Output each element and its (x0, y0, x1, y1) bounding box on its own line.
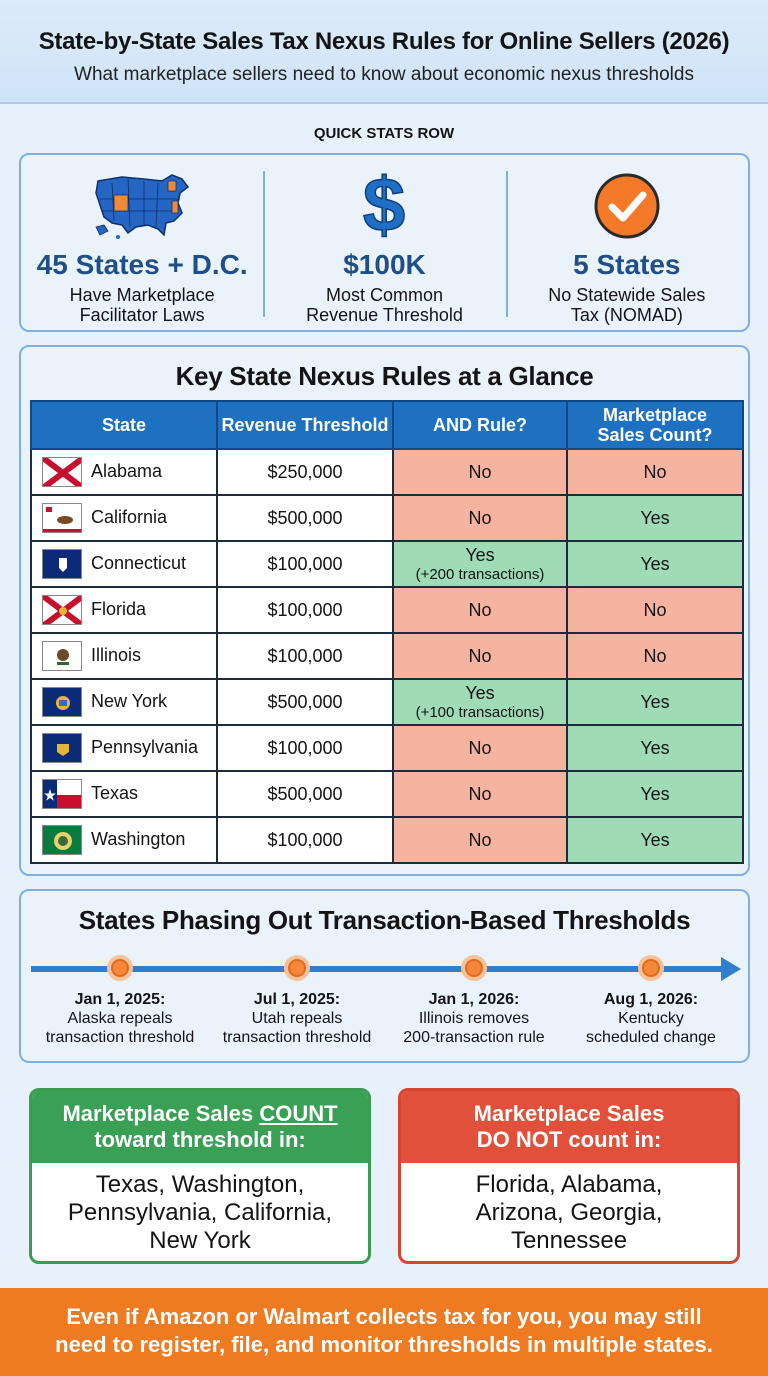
cell-and-rule (393, 725, 567, 771)
timeline-event (30, 955, 210, 1047)
state-name: New York (91, 690, 168, 711)
stat-value: $100K (343, 249, 426, 280)
and-rule-value: No (468, 507, 492, 528)
cell-marketplace: Yes (567, 725, 743, 771)
state-name: Texas (91, 782, 139, 803)
table-row (31, 633, 743, 679)
stat-desc-line: No Statewide Sales (548, 285, 706, 305)
cell-revenue: $100,000 (217, 633, 393, 679)
nexus-table (30, 400, 744, 864)
and-rule-value: No (468, 599, 492, 620)
cell-and-rule (393, 817, 567, 863)
cell-state (31, 495, 217, 541)
header (0, 0, 768, 104)
checkmark-circle-icon (592, 171, 662, 241)
cell-and-rule (393, 541, 567, 587)
page-subtitle: What marketplace sellers need to know about economic nexus thresholds (74, 64, 694, 85)
stat-description (21, 285, 263, 325)
cell-marketplace: Yes (567, 495, 743, 541)
not-count-box-line: Florida, Alabama, (475, 1171, 663, 1198)
cell-marketplace: No (567, 587, 743, 633)
table-row (31, 817, 743, 863)
timeline-dot-icon (461, 955, 487, 981)
state-name: Illinois (91, 644, 142, 665)
col-header-state: State (31, 401, 217, 449)
alabama-flag-icon (42, 457, 82, 487)
cell-revenue: $500,000 (217, 771, 393, 817)
cell-marketplace: Yes (567, 679, 743, 725)
timeline-date: Jan 1, 2026: (428, 991, 520, 1008)
not-count-box-head-line: DO NOT count in: (476, 1127, 662, 1152)
cell-marketplace: No (567, 633, 743, 679)
table-row (31, 587, 743, 633)
and-rule-note: (+200 transactions) (415, 566, 545, 583)
cell-state (31, 633, 217, 679)
cell-and-rule (393, 449, 567, 495)
col-header-and-rule: AND Rule? (393, 401, 567, 449)
nexus-table-title: Key State Nexus Rules at a Glance (175, 361, 594, 391)
connecticut-flag-icon (42, 549, 82, 579)
texas-flag-icon (42, 779, 82, 809)
count-box-head-line: toward threshold in: (94, 1127, 306, 1152)
cell-state (31, 541, 217, 587)
count-box-line: Pennsylvania, California, (67, 1199, 333, 1226)
cell-state (31, 771, 217, 817)
col-header-line: Sales Count? (597, 425, 713, 445)
page-title: State-by-State Sales Tax Nexus Rules for Online Sellers (2026) (38, 28, 730, 55)
cell-state (31, 679, 217, 725)
cell-revenue: $100,000 (217, 587, 393, 633)
table-header-row (31, 401, 743, 449)
col-header-line: Marketplace (602, 405, 708, 425)
stat-nomad-states (506, 155, 748, 330)
timeline-desc: transaction threshold (45, 1029, 195, 1046)
timeline-event (384, 955, 564, 1047)
timeline-event (207, 955, 387, 1047)
stat-description (263, 285, 505, 325)
cell-marketplace: Yes (567, 817, 743, 863)
quick-stats-label: QUICK STATS ROW (313, 125, 455, 142)
timeline-desc: Illinois removes (418, 1010, 530, 1027)
timeline-card (19, 889, 750, 1063)
stat-desc-line: Tax (NOMAD) (570, 305, 683, 325)
cell-state (31, 817, 217, 863)
pennsylvania-flag-icon (42, 733, 82, 763)
california-flag-icon (42, 503, 82, 533)
count-box-states (32, 1163, 368, 1255)
timeline-date: Jan 1, 2025: (74, 991, 166, 1008)
cell-marketplace: Yes (567, 771, 743, 817)
timeline-desc: scheduled change (586, 1029, 716, 1046)
timeline-desc: Utah repeals (251, 1010, 343, 1027)
and-rule-value: No (468, 829, 492, 850)
state-name: Connecticut (91, 552, 187, 573)
table-row (31, 771, 743, 817)
timeline-dot-icon (107, 955, 133, 981)
and-rule-value: Yes (465, 545, 495, 565)
count-box-line: Texas, Washington, (95, 1171, 305, 1198)
table-row (31, 679, 743, 725)
count-box-line: New York (149, 1227, 251, 1254)
marketplace-count-box (29, 1088, 371, 1264)
cell-revenue: $250,000 (217, 449, 393, 495)
cell-revenue: $100,000 (217, 541, 393, 587)
table-row (31, 495, 743, 541)
not-count-box-states (401, 1163, 737, 1255)
and-rule-value: No (468, 645, 492, 666)
state-name: Pennsylvania (91, 736, 199, 757)
timeline-date: Aug 1, 2026: (603, 991, 699, 1008)
stat-desc-line: Have Marketplace (69, 285, 215, 305)
state-name: Florida (91, 598, 147, 619)
timeline-desc: Alaska repeals (67, 1010, 173, 1027)
table-row (31, 725, 743, 771)
col-header-marketplace (567, 401, 743, 449)
not-count-box-line: Arizona, Georgia, (475, 1199, 663, 1226)
us-map-icon (92, 169, 192, 241)
state-name: Alabama (91, 460, 163, 481)
footer-line: need to register, file, and monitor thresholds in multiple states. (55, 1332, 713, 1357)
washington-flag-icon (42, 825, 82, 855)
footer-banner (0, 1288, 768, 1376)
stat-desc-line: Facilitator Laws (79, 305, 205, 325)
timeline-date: Jul 1, 2025: (253, 991, 341, 1008)
cell-revenue: $100,000 (217, 725, 393, 771)
col-header-revenue: Revenue Threshold (217, 401, 393, 449)
count-box-head-text: Marketplace Sales (62, 1101, 260, 1126)
svg-text:$: $ (363, 165, 406, 241)
cell-and-rule (393, 633, 567, 679)
stat-marketplace-laws (21, 155, 263, 330)
and-rule-value: Yes (465, 683, 495, 703)
marketplace-not-count-box (398, 1088, 740, 1264)
cell-and-rule (393, 495, 567, 541)
stat-value: 5 States (573, 249, 681, 280)
cell-state (31, 725, 217, 771)
timeline-dot-icon (284, 955, 310, 981)
table-row (31, 541, 743, 587)
stat-description (506, 285, 748, 325)
timeline-event (561, 955, 741, 1047)
cell-marketplace: Yes (567, 541, 743, 587)
cell-state (31, 449, 217, 495)
state-name: Washington (91, 828, 186, 849)
cell-marketplace: No (567, 449, 743, 495)
table-row (31, 449, 743, 495)
cell-revenue: $500,000 (217, 679, 393, 725)
cell-revenue: $100,000 (217, 817, 393, 863)
timeline-title: States Phasing Out Transaction-Based Thresholds (78, 905, 691, 935)
timeline (21, 891, 748, 1061)
timeline-desc: 200-transaction rule (403, 1029, 545, 1046)
cell-and-rule (393, 679, 567, 725)
cell-and-rule (393, 587, 567, 633)
timeline-desc: Kentucky (618, 1010, 684, 1027)
dollar-sign-icon (354, 165, 414, 241)
nexus-table-card (19, 345, 750, 876)
count-box-head-emphasis: COUNT (259, 1101, 338, 1126)
cell-revenue: $500,000 (217, 495, 393, 541)
count-box-header (32, 1091, 368, 1163)
stat-value: 45 States + D.C. (36, 249, 248, 280)
timeline-desc: transaction threshold (222, 1029, 372, 1046)
and-rule-value: No (468, 461, 492, 482)
cell-and-rule (393, 771, 567, 817)
not-count-box-head-line: Marketplace Sales (473, 1101, 665, 1126)
cell-state (31, 587, 217, 633)
quick-stats-card (19, 153, 750, 332)
state-name: California (91, 506, 168, 527)
and-rule-note: (+100 transactions) (415, 704, 545, 721)
stat-desc-line: Revenue Threshold (306, 305, 463, 325)
illinois-flag-icon (42, 641, 82, 671)
and-rule-value: No (468, 783, 492, 804)
stat-revenue-threshold (263, 155, 505, 330)
stat-desc-line: Most Common (325, 285, 443, 305)
timeline-dot-icon (638, 955, 664, 981)
footer-line: Even if Amazon or Walmart collects tax for you, you may still (66, 1304, 702, 1329)
and-rule-value: No (468, 737, 492, 758)
not-count-box-line: Tennessee (510, 1227, 628, 1254)
not-count-box-header (401, 1091, 737, 1163)
new-york-flag-icon (42, 687, 82, 717)
florida-flag-icon (42, 595, 82, 625)
